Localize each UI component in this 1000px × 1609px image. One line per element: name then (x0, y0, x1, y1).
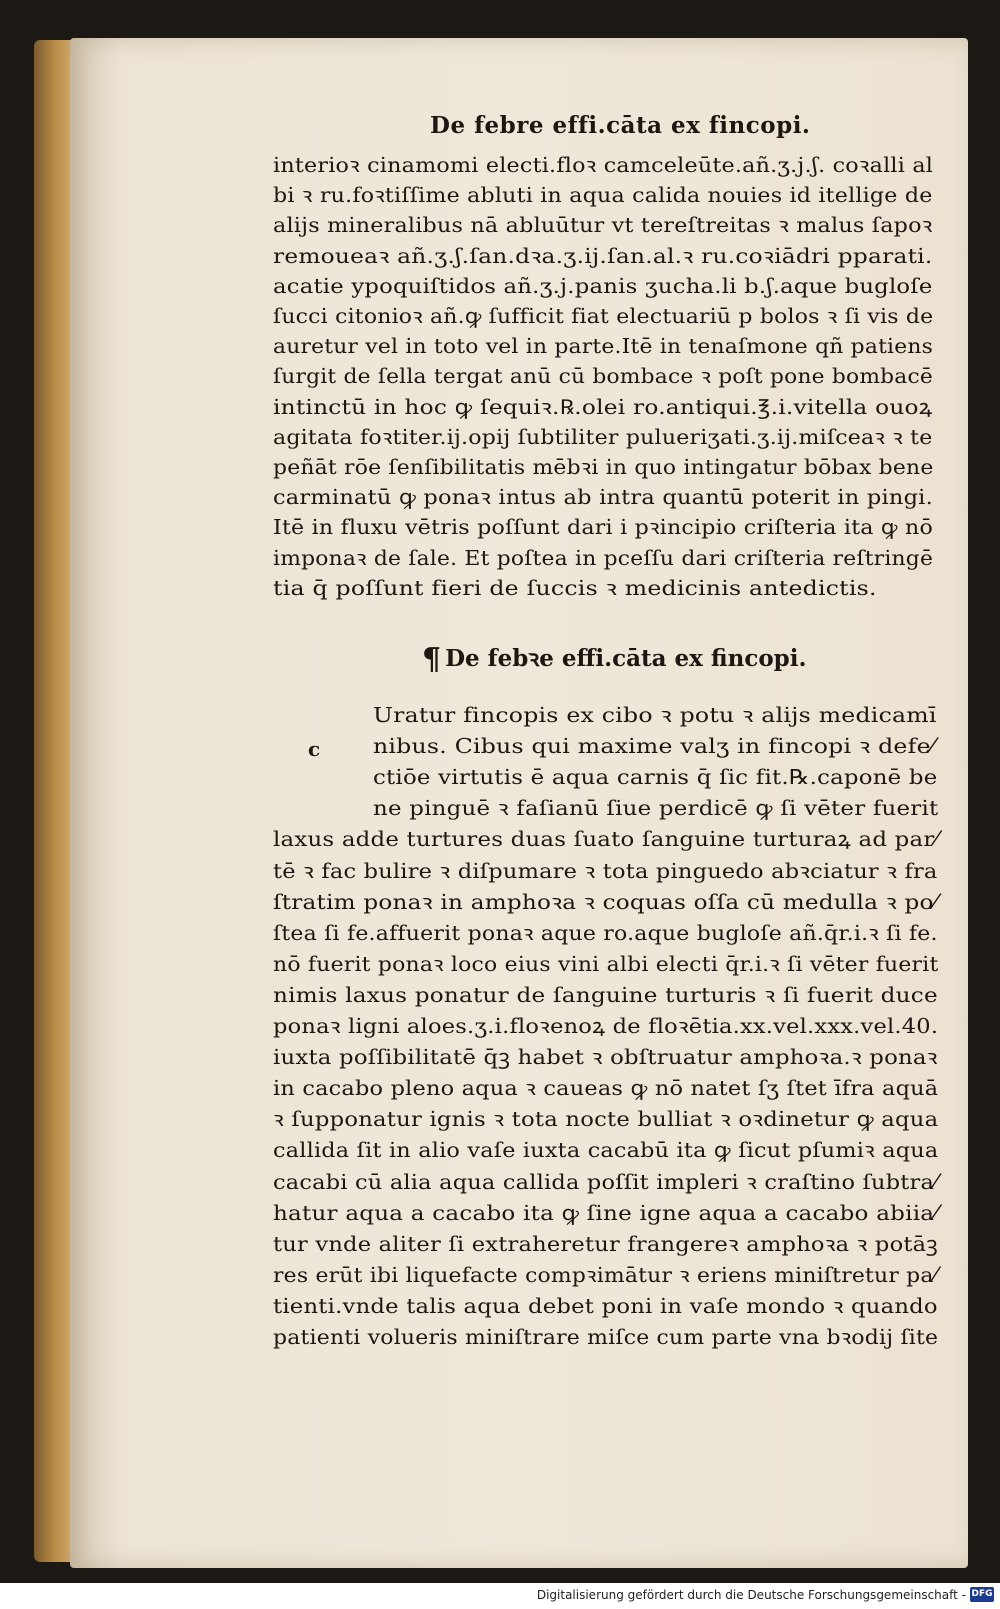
text-line: ctiōe virtutis ē aqua carnis q̄ ſic fit.℞.caponē be (373, 765, 938, 790)
text-line: ſtratim ponaꝛ in amphoꝛa ꝛ coquas oſſa cū medulla ꝛ po⁄ (273, 889, 938, 914)
text-line: alijs mineralibus nā abluūtur vt tereſtreitas ꝛ malus ſapoꝛ (273, 213, 933, 238)
text-line: nimis laxus ponatur de ſanguine turturis ꝛ ſi fuerit duce (273, 982, 938, 1007)
text-line: ponaꝛ ligni aloes.ʒ.i.floꝛenoꝝ de floꝛētia.xx.vel.xxx.vel.40. (273, 1014, 939, 1038)
text-line: bi ꝛ ru.foꝛtiſſime abluti in aqua calida nouies id itellige de (273, 183, 933, 208)
text-line: ne pinguē ꝛ faſianū ſiue perdicē ꝙ ſi vēter fuerit (373, 796, 939, 821)
initial-letter: c (308, 737, 321, 761)
text-line: callida ſit in alio vaſe iuxta cacabū ita ꝙ ſicut pſumiꝛ aqua (273, 1138, 939, 1163)
text-line: interioꝛ cinamomi electi.floꝛ camceleūte.añ.ʒ.j.ʃ. coꝛalli al (273, 153, 934, 177)
text-line: laxus adde turtures duas ſuato ſanguine turturaꝝ ad par⁄ (273, 827, 939, 852)
text-line: agitata foꝛtiter.ij.opij ſubtiliter pulueriʒati.ʒ.ij.miſceaꝛ ꝛ te (273, 424, 933, 449)
text-line: ſtea ſi fe.affuerit ponaꝛ aque ro.aque bugloſe añ.q̄r.i.ꝛ ſi fe. (273, 920, 938, 945)
text-line: in cacabo pleno aqua ꝛ caueas ꝙ nō natet ſʒ ſtet īfra aquā (273, 1076, 939, 1101)
text-line: tur vnde aliter ſi extraheretur frangereꝛ amphoꝛa ꝛ potāꝫ (273, 1231, 939, 1256)
text-line: peñāt rōe ſenſibilitatis mēbꝛi in quo intingatur bōbax bene (273, 455, 934, 479)
text-line: tienti.vnde talis aqua debet poni in vaſe mondo ꝛ quando (273, 1293, 938, 1318)
text-line: tē ꝛ fac bulire ꝛ diſpumare ꝛ tota pinguedo abꝛciatur ꝛ fra (273, 858, 938, 883)
text-line: nibus. Cibus qui maxime valʒ in fincopi ꝛ defe⁄ (373, 734, 935, 759)
text-line: ſurgit de ſella tergat anū cū bombace ꝛ poſt pone bombacē (273, 364, 933, 389)
text-line: Itē in fluxu vētris poſſunt dari i pꝛincipio criſteria ita ꝙ nō (273, 515, 933, 540)
section-heading-text: De febꝛe effi.cāta ex fincopi. (445, 645, 807, 672)
text-line: auretur vel in toto vel in parte.Itē in tenaſmone qñ patiens (273, 334, 934, 359)
text-line: carminatū ꝙ ponaꝛ intus ab intra quantū poterit in pingi. (273, 485, 933, 510)
text-line: remoueaꝛ añ.ʒ.ʃ.ſan.dꝛa.ʒ.ij.ſan.al.ꝛ ru.coꝛiādri pparati. (273, 243, 933, 268)
section-heading (422, 641, 807, 677)
text-line: res erūt ibi liquefacte compꝛimātur ꝛ eriens miniſtretur pa⁄ (273, 1262, 938, 1287)
text-line: ſucci citonioꝛ añ.ꝙ ſufficit fiat electuariū p bolos ꝛ ſi vis de (273, 304, 934, 328)
text-line: tia q̄ poſſunt fieri de ſuccis ꝛ medicinis antedictis. (273, 575, 877, 600)
text-line: iuxta poſſibilitatē q̄ꝫ habet ꝛ obſtruatur amphoꝛa.ꝛ ponaꝛ (273, 1045, 938, 1070)
funding-credit: Digitalisierung gefördert durch die Deutsche Forschungsgemeinschaft - (536, 1588, 966, 1602)
text-line: cacabi cū alia aqua callida poſſit impleri ꝛ craſtino ſubtra⁄ (273, 1169, 938, 1194)
text-line: acatie ypoquiſtidos añ.ʒ.j.panis ʒucha.li b.ʃ.aque bugloſe (273, 273, 933, 298)
text-line: patienti volueris miniſtrare miſce cum parte vna bꝛodij ſite (273, 1325, 939, 1349)
text-line: Uratur fincopis ex cibo ꝛ potu ꝛ alijs medicamī (373, 703, 937, 727)
section-mark: ¶ (422, 642, 442, 677)
dfg-logo: DFG (970, 1587, 994, 1602)
running-head: De febre effi.cāta ex fincopi. (430, 112, 811, 139)
footer-bar (0, 1583, 1000, 1609)
text-line: ꝛ ſupponatur ignis ꝛ tota nocte bulliat ꝛ oꝛdinetur ꝙ aqua (273, 1107, 939, 1132)
text-line: imponaꝛ de ſale. Et poſtea in pceſſu dari criſteria reſtringē (273, 545, 934, 570)
text-line: intinctū in hoc ꝙ ſequiꝛ.℞.olei ro.antiqui.℥.i.vitella ouoꝝ (273, 394, 933, 419)
text-line: nō fuerit ponaꝛ loco eius vini albi electi q̄r.i.ꝛ ſi vēter fuerit (273, 951, 939, 976)
text-line: hatur aqua a cacabo ita ꝙ ſine igne aqua a cacabo abiia⁄ (273, 1200, 939, 1225)
